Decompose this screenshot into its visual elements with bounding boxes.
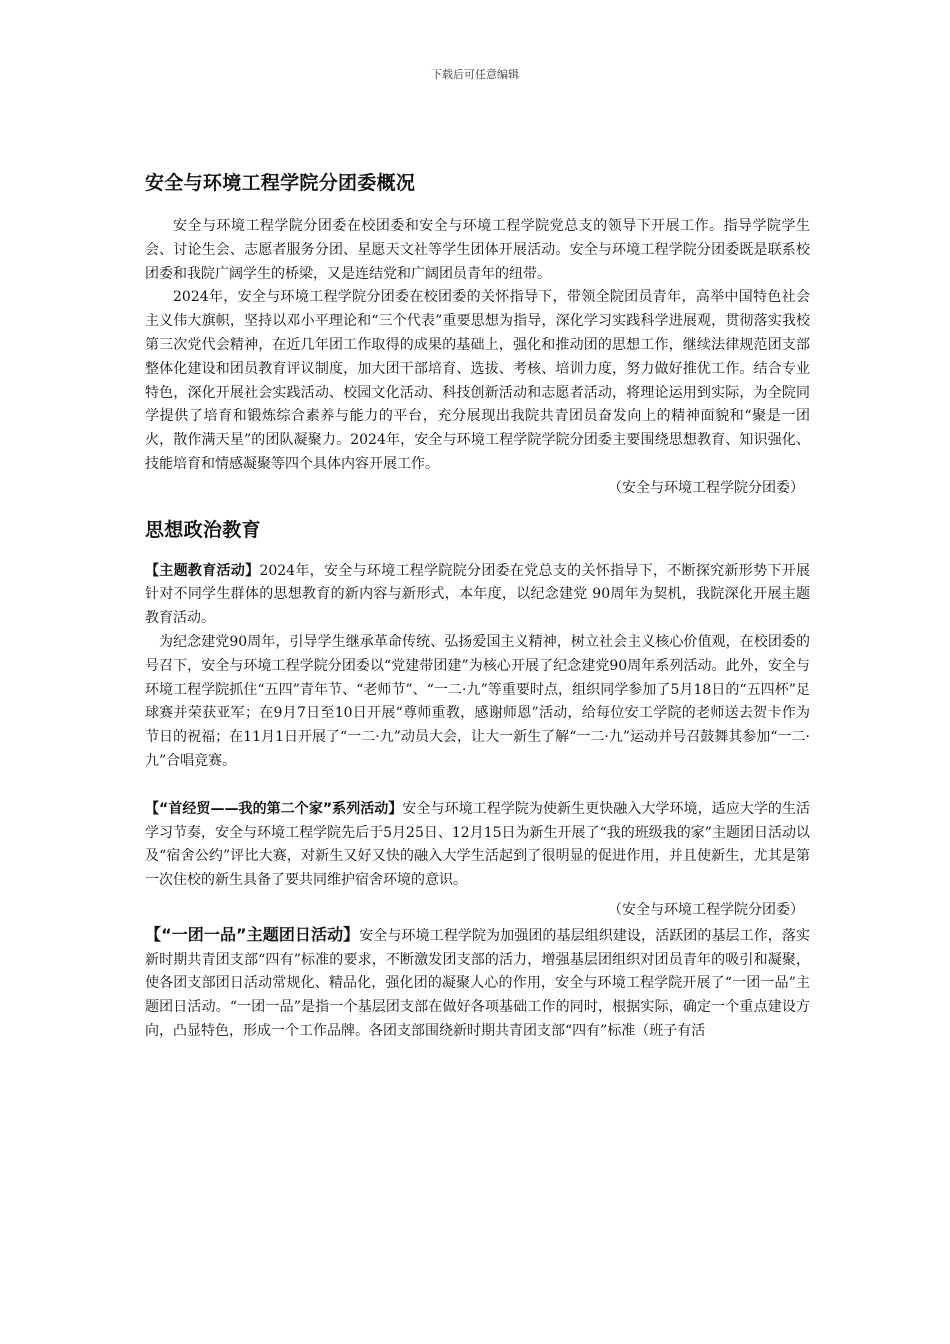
overview-paragraph-1: 安全与环境工程学院分团委在校团委和安全与环境工程学院党总支的领导下开展工作。指导学院学生会、讨论生会、志愿者服务分团、星愿天文社等学生团体开展活动。安全与环境工程学院分团委既是联系校团委和我院广阔学生的桥梁，又是连结党和广阔团员青年的纽带。 [145, 218, 810, 282]
second-home-lead: 【“首经贸——我的第二个家”系列活动】 [145, 800, 403, 817]
document-body [145, 168, 810, 1044]
theme-education-text: 2024年，安全与环境工程学院院分团委在党总支的关怀指导下，不断探究新形势下开展针对不同学生群体的思想教育的新内容与新形式，本年度，以纪念建党 90周年为契机，我院深化开展主题教育活动。 [145, 562, 810, 627]
second-home-text: 安全与环境工程学院为使新生更快融入大学环境，适应大学的生活学习节奏，安全与环境工程学院先后于5月25日、12月15日为新生开展了“我的班级我的家”主题团日活动以及“宿舍公约”评比大赛，对新生又好又快的融入大学生活起到了很明显的促进作用，并且使新生，尤其是第一次住校的新生具备了要共同维护宿舍环境的意识。 [145, 800, 810, 889]
second-home-signature: （安全与环境工程学院分团委） [608, 901, 804, 918]
theme-education-lead: 【主题教育活动】 [145, 562, 260, 579]
section-title-overview: 安全与环境工程学院分团委概况 [145, 172, 416, 194]
section-title-ideology: 思想政治教育 [145, 518, 261, 541]
party-anniversary-paragraph: 为纪念建党90周年，引导学生继承革命传统、弘扬爱国主义精神，树立社会主义核心价值观，在校团委的号召下，安全与环境工程学院分团委以“党建带团建”为核心开展了纪念建党90周年系列活动。此外，安全与环境工程学院抓住“五四”青年节、“老师节”、“一二·九”等重要时点，组织同学参加了5月18日的“五四杯”足球赛并荣获亚军；在9月7日至10日开展“尊师重教，感谢师恩”活动，给每位安工学院的老师送去贺卡作为节日的祝福；在11月1日开展了“一二·九”动员大会，让大一新生了解“一二·九”运动并号召鼓舞其参加“一二·九”合唱竞赛。 [145, 633, 810, 769]
theme-education-paragraph [145, 560, 810, 631]
overview-paragraph-2: 2024年，安全与环境工程学院分团委在校团委的关怀指导下，带领全院团员青年，高举中国特色社会主义伟大旗帜，坚持以邓小平理论和“三个代表”重要思想为指导，深化学习实践科学进展观，贯彻落实我校第三次党代会精神，在近几年团工作取得的成果的基础上，强化和推动团的思想工作，继续法律规范团支部整体化建设和团员教育评议制度，加大团干部培育、选拔、考核、培训力度，努力做好推优工作。结合专业特色，深化开展社会实践活动、校园文化活动、科技创新活动和志愿者活动，将理论运用到实际，为全院同学提供了培育和锻炼综合素养与能力的平台，充分展现出我院共青团员奋发向上的精神面貌和“聚是一团火，散作满天星”的团队凝聚力。2024年，安全与环境工程学院学院分团委主要围绕思想教育、知识强化、技能培育和情感凝聚等四个具体内容开展工作。 [145, 289, 810, 472]
one-league-one-brand-lead: 【“一团一品”主题团日活动】 [145, 924, 360, 944]
one-league-one-brand-paragraph [145, 923, 810, 1044]
overview-signature: （安全与环境工程学院分团委） [608, 479, 804, 496]
one-league-one-brand-text: 安全与环境工程学院为加强团的基层组织建设，活跃团的基层工作，落实新时期共青团支部“四有”标准的要求，不断激发团支部的活力，增强基层团组织对团员青年的吸引和凝聚，使各团支部团日活动常规化、精品化，强化团的凝聚人心的作用，安全与环境工程学院开展了“一团一品”主题团日活动。“一团一品”是指一个基层团支部在做好各项基础工作的同时，根据实际，确定一个重点建设方向，凸显特色，形成一个工作品牌。各团支部围绕新时期共青团支部“四有”标准（班子有活 [145, 927, 810, 1039]
page-header-note: 下载后可任意编辑 [431, 68, 519, 81]
second-home-paragraph [145, 798, 810, 893]
